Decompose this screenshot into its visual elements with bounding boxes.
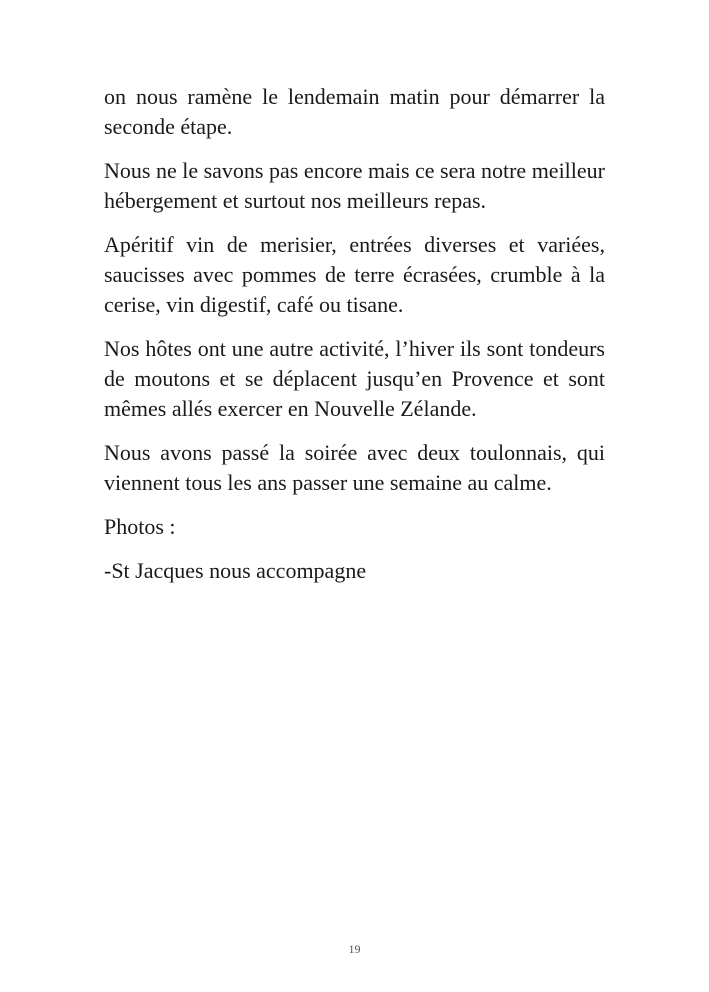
photos-heading: Photos : — [104, 514, 176, 539]
page-number: 19 — [348, 942, 361, 956]
paragraph-best-lodging: Nous ne le savons pas encore mais ce sera notre meilleur hébergement et surtout nos meilleurs repas. — [104, 158, 605, 213]
paragraph-menu: Apéritif vin de merisier, entrées diverses et variées, saucisses avec pommes de terre écrasées, crumble à la cerise, vin digestif, café ou tisane. — [104, 232, 605, 317]
body-text — [104, 82, 605, 600]
photo-caption: -St Jacques nous accompagne — [104, 558, 367, 583]
paragraph-hosts: Nos hôtes ont une autre activité, l’hiver ils sont tondeurs de moutons et se déplacent jusqu’en Provence et sont mêmes allés exercer en Nouvelle Zélande. — [104, 336, 605, 421]
paragraph-continuation: on nous ramène le lendemain matin pour démarrer la seconde étape. — [104, 84, 605, 139]
paragraph-evening: Nous avons passé la soirée avec deux toulonnais, qui viennent tous les ans passer une semaine au calme. — [104, 440, 605, 495]
